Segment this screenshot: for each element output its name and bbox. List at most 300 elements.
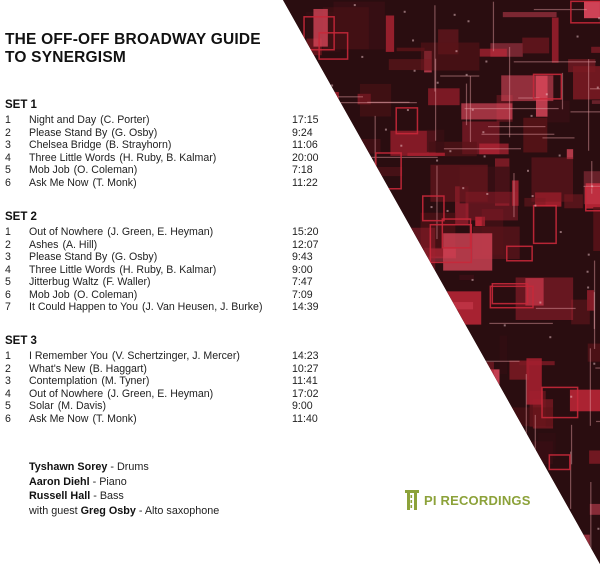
circuit-detail (448, 458, 450, 460)
musician-credit (29, 475, 219, 490)
label-name: PI RECORDINGS (424, 492, 531, 508)
circuit-detail (391, 551, 441, 564)
circuit-detail (338, 96, 363, 97)
track-number: 2 (5, 238, 11, 251)
circuit-detail (485, 61, 487, 63)
track-time: 9:00 (292, 263, 313, 276)
track-row (5, 226, 335, 239)
circuit-detail (579, 547, 581, 549)
track-title: Out of Nowhere (29, 226, 104, 238)
track-number: 6 (5, 412, 11, 425)
circuit-detail (560, 231, 562, 233)
circuit-detail (507, 556, 509, 558)
track-composer: (F. Waller) (102, 276, 151, 288)
track-number: 2 (5, 126, 11, 139)
track-row (5, 114, 335, 127)
circuit-detail (344, 529, 425, 530)
circuit-detail (498, 399, 504, 413)
circuit-detail (526, 374, 527, 435)
circuit-detail (295, 37, 297, 39)
circuit-detail (444, 148, 521, 149)
set-heading: SET 1 (5, 99, 37, 111)
track-time: 10:27 (292, 362, 319, 375)
circuit-detail (407, 153, 445, 156)
track-composer: (T. Monk) (92, 412, 137, 425)
circuit-detail (447, 210, 449, 212)
circuit-detail (521, 521, 551, 563)
circuit-detail (500, 336, 507, 374)
circuit-detail (532, 195, 534, 197)
track-title-group (29, 413, 137, 426)
circuit-detail (570, 396, 572, 398)
track-number: 3 (5, 375, 11, 387)
track-composer: (B. Strayhorn) (105, 139, 172, 151)
circuit-detail (462, 187, 464, 189)
track-time: 14:39 (292, 301, 319, 313)
track-number: 7 (5, 301, 11, 313)
circuit-detail (355, 139, 380, 154)
track-time: 9:24 (292, 126, 313, 139)
track-title-group (29, 251, 157, 264)
musician-name: Aaron Diehl (29, 475, 90, 488)
circuit-detail (414, 70, 416, 72)
circuit-detail (360, 84, 391, 117)
circuit-detail (474, 372, 475, 420)
circuit-detail (595, 367, 600, 368)
circuit-detail (514, 61, 596, 62)
track-title-group (29, 114, 150, 127)
track-title-group (29, 177, 137, 190)
circuit-detail (385, 129, 387, 131)
musician-credit (29, 489, 219, 504)
circuit-detail (454, 14, 456, 16)
circuit-detail (436, 160, 438, 162)
circuit-detail (564, 535, 590, 564)
circuit-detail (571, 300, 590, 325)
circuit-detail (481, 134, 554, 135)
track-time: 7:18 (292, 164, 313, 176)
track-time: 9:43 (292, 251, 313, 263)
circuit-detail (367, 432, 419, 479)
track-title-group (29, 276, 151, 289)
track-title: What's New (29, 362, 86, 375)
circuit-detail (498, 407, 553, 426)
circuit-detail (394, 371, 431, 408)
circuit-detail (466, 84, 467, 126)
track-title: Night and Day (29, 114, 97, 126)
musician-name: Tyshawn Sorey (29, 461, 108, 473)
track-number: 6 (5, 176, 11, 189)
track-title: I Remember You (29, 350, 108, 362)
track-title: Ask Me Now (29, 412, 89, 425)
circuit-detail (318, 330, 320, 332)
circuit-detail (571, 425, 572, 464)
circuit-detail (587, 286, 589, 288)
track-row (5, 139, 335, 152)
circuit-detail (313, 9, 327, 47)
circuit-detail (431, 302, 473, 309)
circuit-detail (336, 343, 338, 345)
circuit-detail (488, 126, 545, 127)
circuit-detail (536, 308, 576, 309)
track-time: 11:40 (292, 412, 318, 425)
track-composer: (C. Porter) (100, 114, 150, 126)
pi-recordings-logo (405, 489, 531, 511)
circuit-detail (432, 409, 452, 456)
circuit-detail (549, 538, 576, 564)
track-composer: (G. Osby) (111, 251, 158, 263)
circuit-detail (357, 407, 397, 428)
circuit-detail (412, 39, 414, 41)
track-title-group (29, 264, 216, 277)
track-row (5, 400, 335, 413)
circuit-detail (369, 295, 371, 297)
circuit-detail (546, 93, 548, 95)
track-title: Ask Me Now (29, 176, 89, 189)
circuit-detail (361, 334, 421, 356)
track-row (5, 127, 335, 140)
circuit-detail (590, 348, 591, 425)
track-time: 11:41 (292, 375, 318, 387)
circuit-detail (334, 449, 371, 479)
circuit-detail (588, 344, 600, 362)
circuit-detail (431, 206, 433, 208)
track-title-group (29, 375, 149, 388)
track-composer: (A. Hill) (62, 238, 98, 251)
circuit-detail (466, 74, 468, 76)
circuit-detail (359, 236, 360, 307)
track-row (5, 375, 335, 388)
circuit-detail (534, 205, 536, 207)
circuit-detail (559, 155, 561, 157)
circuit-detail (472, 109, 474, 111)
track-title-group (29, 363, 147, 376)
track-composer: (V. Schertzinger, J. Mercer) (111, 350, 240, 362)
circuit-detail (349, 222, 392, 258)
circuit-detail (539, 302, 541, 304)
track-title-group (29, 301, 262, 314)
circuit-detail (307, 453, 308, 524)
circuit-detail (509, 47, 510, 137)
circuit-detail (471, 399, 496, 400)
track-number: 5 (5, 164, 11, 176)
circuit-detail (549, 336, 551, 338)
circuit-detail (444, 332, 446, 334)
circuit-detail (355, 417, 377, 461)
track-number: 6 (5, 288, 11, 301)
circuit-detail (465, 362, 494, 406)
circuit-detail (323, 461, 365, 464)
circuit-detail (354, 167, 402, 176)
circuit-detail (386, 16, 394, 52)
circuit-detail (461, 103, 512, 119)
circuit-detail (468, 20, 470, 22)
set-heading: SET 3 (5, 335, 37, 347)
circuit-detail (440, 75, 479, 76)
circuit-detail (397, 48, 425, 52)
circuit-detail (305, 522, 323, 564)
track-number: 3 (5, 251, 11, 263)
circuit-detail (472, 279, 474, 281)
circuit-detail (427, 291, 481, 324)
circuit-detail (353, 319, 392, 327)
circuit-detail (531, 115, 533, 117)
track-title-group (29, 164, 137, 177)
circuit-detail (428, 88, 460, 105)
track-number: 4 (5, 151, 11, 164)
circuit-detail (340, 483, 401, 484)
track-row (5, 177, 335, 190)
circuit-detail (435, 59, 436, 141)
circuit-detail (588, 254, 590, 256)
circuit-detail (542, 137, 574, 138)
circuit-detail (534, 9, 587, 10)
circuit-detail (341, 157, 438, 158)
pi-logo-icon (405, 489, 419, 511)
album-title-line-2: TO SYNERGISM (5, 49, 126, 66)
circuit-detail (404, 540, 432, 564)
circuit-detail (523, 118, 547, 153)
circuit-detail (532, 516, 567, 564)
circuit-detail (379, 266, 381, 268)
circuit-detail (382, 517, 383, 559)
circuit-detail (367, 454, 432, 455)
track-title: Please Stand By (29, 126, 108, 139)
track-title-group (29, 226, 213, 239)
circuit-detail (318, 507, 359, 532)
track-row (5, 388, 335, 401)
track-title-group (29, 388, 213, 401)
circuit-detail (475, 521, 477, 523)
track-title: Three Little Words (29, 263, 116, 276)
circuit-detail (437, 449, 439, 451)
circuit-detail (400, 145, 402, 147)
circuit-detail (486, 530, 496, 561)
track-title: Mob Job (29, 164, 70, 176)
track-time: 15:20 (292, 226, 319, 238)
circuit-detail (497, 524, 512, 561)
track-row (5, 289, 335, 302)
circuit-detail (462, 515, 468, 532)
circuit-detail (331, 84, 333, 86)
track-composer: (G. Osby) (111, 126, 158, 139)
circuit-detail (394, 228, 435, 270)
circuit-detail (361, 56, 363, 58)
circuit-detail (436, 166, 437, 239)
circuit-detail (341, 366, 342, 395)
circuit-detail (304, 434, 333, 435)
track-composer: (H. Ruby, B. Kalmar) (119, 263, 217, 276)
musician-role: - Drums (107, 461, 149, 473)
musician-name: Russell Hall (29, 490, 91, 502)
circuit-detail (312, 493, 329, 512)
circuit-detail (287, 469, 288, 550)
circuit-detail (482, 131, 484, 133)
circuit-detail (421, 410, 451, 429)
track-row (5, 413, 335, 426)
circuit-detail (522, 38, 549, 54)
circuit-detail (503, 12, 557, 17)
track-composer: (O. Coleman) (73, 164, 138, 176)
track-title: It Could Happen to You (29, 301, 138, 313)
circuit-detail (574, 540, 584, 564)
circuit-detail (552, 18, 559, 63)
circuit-detail (546, 101, 570, 123)
album-title-line-1: THE OFF-OFF BROADWAY GUIDE (5, 31, 261, 48)
circuit-detail (305, 496, 342, 517)
track-composer: (H. Ruby, B. Kalmar) (119, 151, 217, 164)
track-title: Please Stand By (29, 251, 108, 263)
circuit-detail (309, 199, 318, 208)
circuit-detail (489, 323, 552, 324)
circuit-detail (596, 421, 600, 422)
track-title: Solar (29, 400, 54, 412)
track-row (5, 276, 335, 289)
circuit-detail (493, 2, 494, 52)
circuit-detail (504, 324, 506, 326)
circuit-detail (304, 62, 305, 86)
track-number: 3 (5, 139, 11, 151)
circuit-detail (424, 284, 426, 286)
circuit-detail (443, 233, 492, 270)
circuit-detail (328, 496, 330, 498)
circuit-detail (307, 195, 309, 197)
album-title (5, 31, 261, 67)
circuit-detail (573, 66, 600, 99)
musician-role: - Piano (89, 475, 127, 488)
circuit-detail (506, 468, 546, 469)
guest-name: Greg Osby (80, 504, 136, 517)
circuit-detail (591, 161, 592, 194)
circuit-detail (390, 222, 392, 224)
circuit-detail (389, 59, 432, 70)
circuit-detail (329, 488, 330, 539)
circuit-detail (414, 254, 416, 256)
circuit-detail (486, 193, 488, 195)
track-title: Contemplation (29, 375, 98, 387)
circuit-detail (401, 299, 403, 301)
circuit-detail (593, 207, 600, 251)
track-time: 9:00 (292, 400, 313, 412)
track-time: 17:02 (292, 387, 319, 400)
track-title-group (29, 400, 106, 413)
set-2-tracklist (5, 210, 335, 314)
circuit-detail (325, 92, 327, 94)
musician-credit (29, 460, 219, 475)
track-title-group (29, 289, 137, 302)
circuit-detail (570, 111, 600, 112)
track-title-group (29, 152, 216, 165)
track-composer: (M. Tyner) (101, 375, 150, 387)
track-time: 14:23 (292, 350, 319, 362)
track-time: 12:07 (292, 238, 319, 251)
circuit-detail (458, 455, 460, 457)
track-time: 17:15 (292, 114, 319, 126)
circuit-detail (455, 50, 457, 52)
circuit-detail (285, 443, 314, 478)
track-composer: (J. Van Heusen, J. Burke) (141, 301, 263, 313)
track-title-group (29, 139, 171, 152)
circuit-detail (527, 170, 529, 172)
circuit-detail (591, 185, 593, 187)
track-number: 1 (5, 114, 11, 126)
track-row (5, 239, 335, 252)
guest-role: - Alto saxophone (135, 504, 220, 517)
circuit-detail (437, 82, 439, 84)
track-composer: (O. Coleman) (73, 288, 138, 301)
circuit-detail (340, 526, 396, 527)
circuit-detail (427, 524, 468, 530)
track-row (5, 350, 335, 363)
circuit-detail (426, 361, 520, 362)
track-row (5, 363, 335, 376)
track-row (5, 152, 335, 165)
circuit-detail (449, 150, 451, 152)
track-composer: (J. Green, E. Heyman) (107, 387, 214, 400)
circuit-detail (407, 109, 409, 111)
track-time: 11:06 (292, 139, 318, 151)
circuit-detail (313, 520, 366, 560)
circuit-detail (484, 155, 486, 157)
track-title: Chelsea Bridge (29, 139, 102, 151)
track-title: Ashes (29, 238, 59, 251)
circuit-detail (591, 47, 600, 53)
circuit-detail (570, 390, 600, 412)
circuit-detail (299, 438, 301, 440)
track-row (5, 301, 335, 314)
circuit-detail (594, 292, 595, 329)
circuit-detail (437, 316, 448, 330)
circuit-detail (590, 482, 591, 564)
circuit-detail (535, 415, 536, 486)
circuit-detail (513, 173, 514, 217)
track-title-group (29, 239, 97, 252)
circuit-detail (394, 295, 396, 297)
track-number: 1 (5, 226, 11, 238)
circuit-detail (597, 87, 599, 89)
set-heading: SET 2 (5, 211, 37, 223)
circuit-detail (368, 199, 391, 209)
circuit-detail (322, 102, 417, 103)
track-number: 5 (5, 276, 11, 288)
track-number: 5 (5, 400, 11, 412)
circuit-detail (589, 450, 600, 463)
track-row (5, 164, 335, 177)
musician-role: - Bass (90, 490, 124, 502)
track-title: Mob Job (29, 288, 70, 301)
circuit-detail (593, 363, 595, 365)
circuit-detail (312, 439, 368, 460)
track-time: 7:47 (292, 276, 313, 288)
circuit-detail (430, 532, 475, 564)
circuit-detail (320, 520, 322, 522)
circuit-detail (503, 441, 505, 443)
circuit-detail (438, 326, 440, 328)
circuit-detail (592, 100, 600, 104)
track-title: Out of Nowhere (29, 387, 104, 400)
track-row (5, 264, 335, 277)
circuit-detail (470, 76, 471, 142)
track-title-group (29, 127, 157, 140)
set-3-tracklist (5, 334, 335, 425)
guest-credit (29, 504, 219, 519)
track-title-group (29, 350, 240, 363)
track-time: 7:09 (292, 288, 313, 301)
circuit-detail (457, 527, 555, 528)
circuit-detail (531, 157, 573, 201)
circuit-detail (588, 59, 589, 151)
track-row (5, 251, 335, 264)
